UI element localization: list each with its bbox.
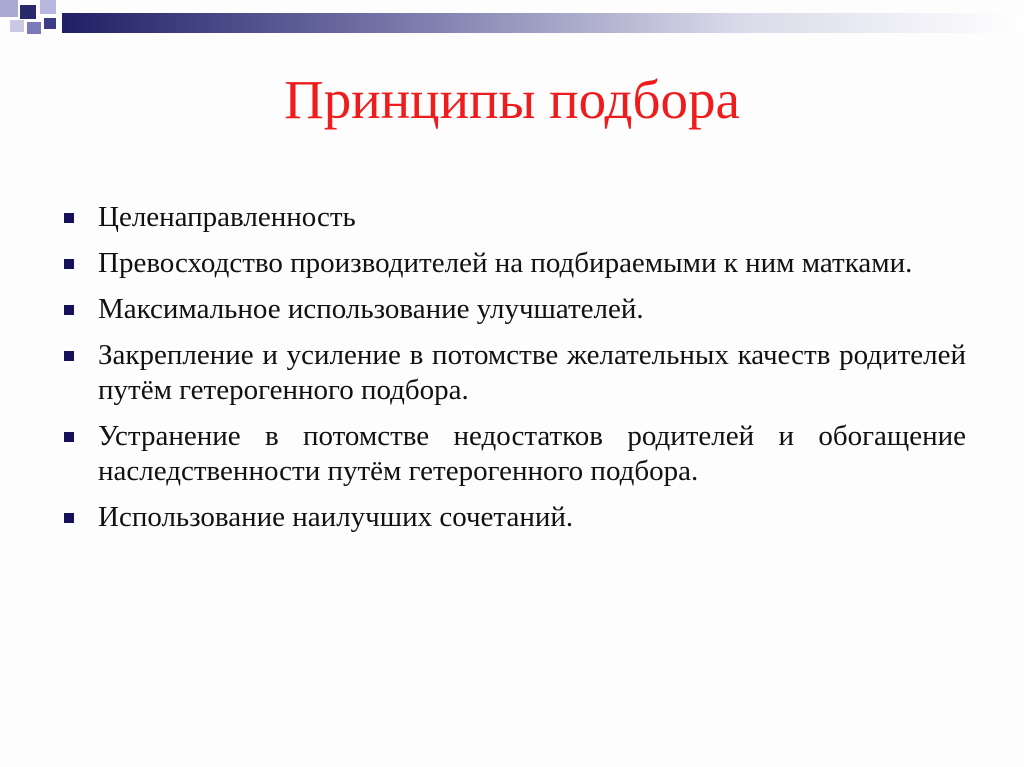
square-bullet-icon [64,351,74,361]
list-item-text: Закрепление и усиление в потомстве желательных качеств родителей путём гетерогенного подбора. [98,339,966,406]
list-item-text: Использование наилучших сочетаний. [98,501,574,533]
slide-title: Принципы подбора [284,69,740,130]
square-bullet-icon [64,259,74,269]
square-bullet-icon [64,432,74,442]
list-item [64,292,966,327]
list-item-text: Превосходство производителей на подбираемыми к ним матками. [98,247,913,279]
square-bullet-icon [64,213,74,223]
corner-squares-decoration [0,0,62,40]
list-item [64,419,966,489]
square-bullet-icon [64,305,74,315]
list-item [64,338,966,408]
list-item [64,500,966,535]
bullet-list [64,200,966,546]
top-bar-graphic [62,13,1024,33]
list-item [64,200,966,235]
corner-squares-icon [0,0,62,40]
list-item-text: Устранение в потомстве недостатков родителей и обогащение наследственности путём гетерогенного подбора. [98,420,966,487]
list-item-text: Максимальное использование улучшателей. [98,293,644,325]
list-item [64,246,966,281]
square-bullet-icon [64,513,74,523]
list-item-text: Целенаправленность [98,201,356,233]
top-accent-bar [62,13,1024,33]
